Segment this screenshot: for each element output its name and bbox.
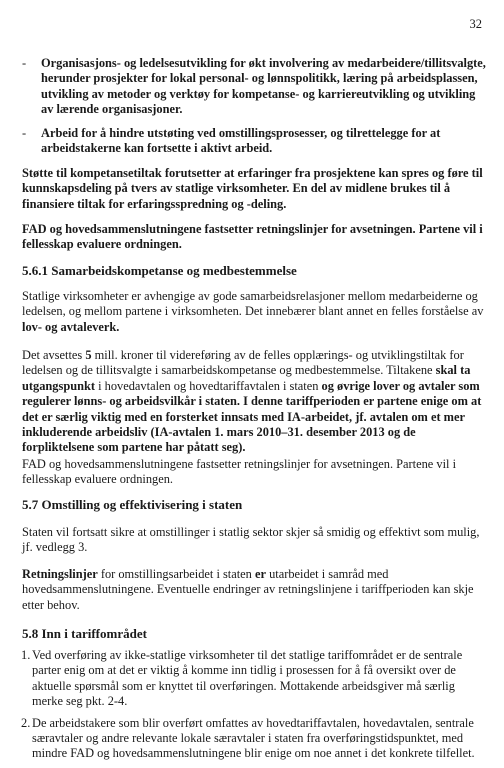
paragraph-text: mill. kroner til videreføring av de felles opplærings- og utviklingstiltak for ledelsen og de tillitsvalgte i samarbeidskompetanse og medbestemmelse. Tiltakene [22,348,464,378]
bullet-marker: - [22,126,27,140]
paragraph-avsettes [22,348,486,456]
paragraph-retningslinjer [22,567,486,613]
paragraph-statlige-virksomheter [22,289,486,335]
section-heading-5-7: 5.7 Omstilling og effektivisering i staten [22,497,243,512]
paragraph-text: for omstillingsarbeidet i staten [97,567,255,581]
list-item-number: 2. [21,715,31,730]
section-heading-5-8: 5.8 Inn i tariffområdet [22,626,147,641]
paragraph-text: i hovedavtalen og hovedtariffavtalen i staten [95,378,322,393]
paragraph-fad-retningslinjer: FAD og hovedsammenslutningene fastsetter retningslinjer for avsetningen. Partene vil i fellesskap evaluere ordningen. [22,222,483,252]
list-item-text: De arbeidstakere som blir overført omfattes av hovedtariffavtalen, hovedavtalen, sentrale særavtaler og andre relevante lokale særavtaler i staten fra overføringstidspunktet, med mindre FAD og hovedsammenslutningene blir enige om noe annet i det konkrete tilfellet. [32,715,475,761]
paragraph-text: Statlige virksomheter er avhengige av gode samarbeidsrelasjoner mellom medarbeiderne og ledelsen, og mellom partene i virksomheten. Det innebærer blant annet en felles forståelse av [22,289,484,319]
section-heading-5-6-1: 5.6.1 Samarbeidskompetanse og medbestemmelse [22,263,297,278]
paragraph-stotte: Støtte til kompetansetiltak forutsetter at erfaringer fra prosjektene kan spres og føre til kunnskapsdeling på tvers av statlige virksomheter. En del av midlene brukes til å finansiere tiltak for erfaringsspredning og -deling. [22,166,483,211]
paragraph-bold-text: lov- og avtaleverk. [22,319,120,334]
paragraph-staten-omstillinger: Staten vil fortsatt sikre at omstillinger i statlig sektor skjer så smidig og effektivt som mulig, jf. vedlegg 3. [22,525,480,555]
paragraph-bold-text: 5 [85,348,92,362]
paragraph-bold-text: og øvrige lover og avtaler som regulerer lønns- og arbeidsvilkår i staten. I denne tariffperioden er partene enige om at det er særlig viktig med en forsterket innsats med IA-arbeidet, jf. avtalen om et mer inkluderende arbeidsliv (IA-avtalen 1. mars 2010–31. desember 2013 og de forpliktelsene som partene har påtatt seg). [22,378,482,455]
page-number: 32 [469,17,482,31]
paragraph-bold-text: er [254,567,266,581]
list-item-text: Ved overføring av ikke-statlige virksomheter til det statlige tariffområdet er de sentrale parter enig om at det er viktig å komme inn tidlig i prosessen for å få oversikt over de aktuelle spørsmål som er knyttet til overføringen. Mottakende arbeidsgiver må særlig merke seg pkt. 2-4. [32,648,463,709]
numbered-list [22,648,486,768]
bullet-item-utstoting: Arbeid for å hindre utstøting ved omstillingsprosesser, og tilrettelegge for at arbeidstakerne kan fortsette i aktivt arbeid. [41,126,441,156]
paragraph-text: utarbeidet i samråd med hovedsammenslutningene. Eventuelle endringer av retningslinjene i tariffperioden kan skje etter behov. [22,567,474,612]
list-item [22,716,486,762]
paragraph-text: Det avsettes [22,348,86,362]
list-item [22,648,486,710]
list-item-number: 1. [21,648,31,662]
bullet-marker: - [22,56,27,70]
paragraph-bold-text: Retningslinjer [22,567,98,581]
paragraph-fad-avsetningen: FAD og hovedsammenslutningene fastsetter retningslinjer for avsetningen. Partene vil i fellesskap evaluere ordningen. [22,457,457,487]
bullet-item-organisasjon: Organisasjons- og ledelsesutvikling for økt involvering av medarbeidere/tillitsvalgte, herunder prosjekter for lokal personal- og lønnspolitikk, læring på arbeidsplassen, utvikling av metoder og verktøy for kompetanse- og karriereutvikling og utvikling av lærende organisasjoner. [41,56,486,117]
paragraph-bold-text: skal ta utgangspunkt [22,363,471,393]
